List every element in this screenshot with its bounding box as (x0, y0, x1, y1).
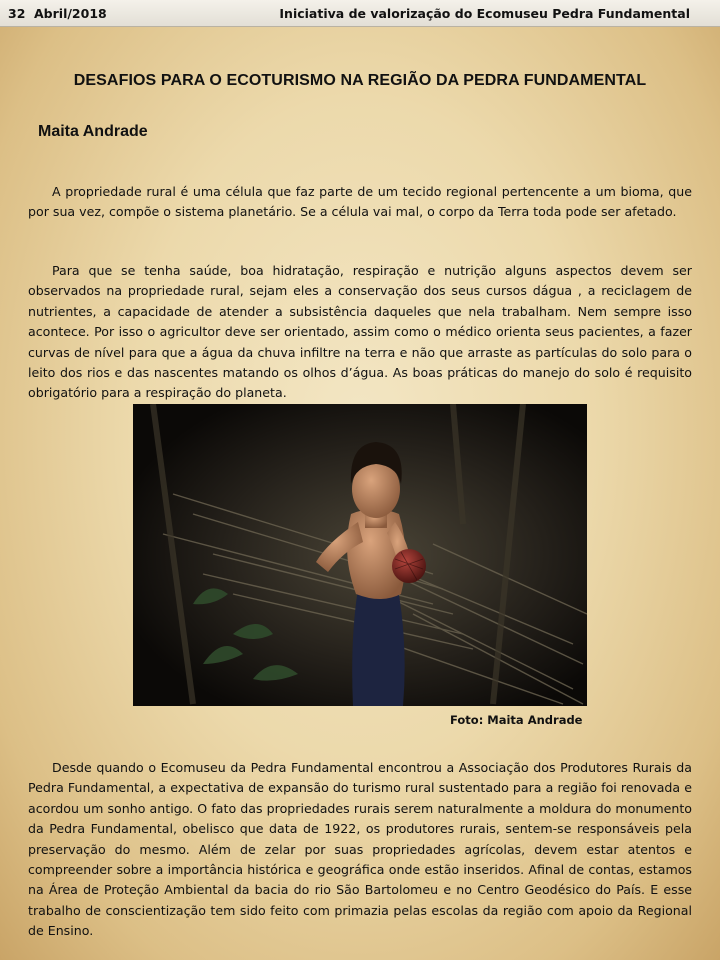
issue-date: Abril/2018 (34, 6, 107, 21)
publication-title: Iniciativa de valorização do Ecomuseu Pedra Fundamental (279, 6, 690, 21)
photo-boy-holding-fruit (133, 404, 587, 706)
page-number: 32 (8, 6, 26, 21)
article-title: DESAFIOS PARA O ECOTURISMO NA REGIÃO DA PEDRA FUNDAMENTAL (73, 72, 647, 89)
photo-caption: Foto: Maita Andrade (450, 713, 583, 727)
article-author: Maita Andrade (38, 123, 148, 140)
page-header (0, 0, 720, 27)
paragraph-1: A propriedade rural é uma célula que faz parte de um tecido regional pertencente a um bioma, que por sua vez, compõe o sistema planetário. Se a célula vai mal, o corpo da Terra toda pode ser afetado. (28, 184, 692, 220)
article-photo (133, 404, 587, 706)
paragraph-2: Para que se tenha saúde, boa hidratação, respiração e nutrição alguns aspectos devem ser observados na propriedade rural, sejam eles a conservação dos seus cursos dágua , a reciclagem de nutrientes, a capacidade de atender a subsistência daqueles que nela trabalham. Nem sempre isso acontece. Por isso o agricultor deve ser orientado, assim como o médico orienta seus pacientes, a fazer curvas de nível para que a água da chuva infiltre na terra e não que arraste as partículas do solo para o leito dos rios e das nascentes matando os olhos d’água. As boas práticas do manejo do solo é requisito obrigatório para a respiração do planeta. (28, 263, 692, 401)
paragraph-3: Desde quando o Ecomuseu da Pedra Fundamental encontrou a Associação dos Produtores Rurais da Pedra Fundamental, a expectativa de expansão do turismo rural sustentado para a região foi renovada e acordou um sonho antigo. O fato das propriedades rurais serem naturalmente a moldura do monumento da Pedra Fundamental, obelisco que data de 1922, os produtores rurais, sentem-se responsáveis pela preservação do mesmo. Além de zelar por suas propriedades agrícolas, devem estar atentos e compreender sobre a importância histórica e geográfica onde estão inseridos. Afinal de contas, estamos na Área de Proteção Ambiental da bacia do rio São Bartolomeu e no Centro Geodésico do País. E esse trabalho de conscientização tem sido feito com primazia pelas escolas da região com apoio da Regional de Ensino. (28, 760, 692, 939)
